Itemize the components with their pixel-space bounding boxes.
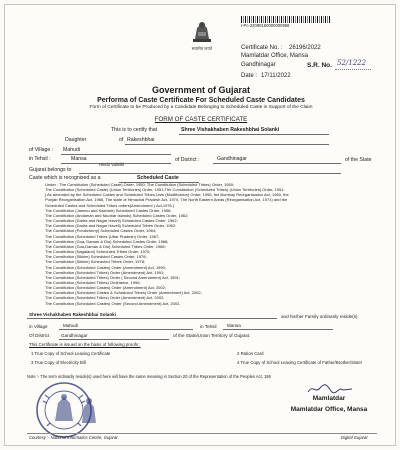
footer-courtesy: Courtesy :- National Informatics Centre, Gujarat xyxy=(29,435,118,440)
law-line: The Constitution (Sikkim) Scheduled Tribes Order, 1978; xyxy=(45,259,146,265)
footer-divider xyxy=(27,433,377,434)
law-line: The Constitution (Scheduled Castes) Order (Amendment) Act, 1990; xyxy=(45,264,166,270)
law-line: The Constitution (Scheduled Caste) (Union Territories) Order, 1951;The Constitution (Scheduled Tribes) (Union Territories) Order, 1951; xyxy=(45,187,285,193)
daughter-label: Daughter xyxy=(65,137,87,143)
law-line: The Constitution (Scheduled Tribes) Order ( Second Amendment) Act, 1991; xyxy=(45,274,180,280)
parent-name: Rakeshbhai xyxy=(127,137,155,143)
barcode-text: I-Pc-22090160000000996 xyxy=(241,23,290,28)
law-line: The Constitution (Andaman and Nicobar Islands) Scheduled Castes Order, 1962; xyxy=(45,212,189,218)
barcode xyxy=(241,16,331,23)
proof-item: 4 True Copy of School Leaving Certificate of Father/Brother/Sister xyxy=(237,360,363,365)
law-line: The Constitution (Goa,Daman & Diu) Scheduled Tribes Order, 1968; xyxy=(45,243,166,249)
community-value: Hindu Valmiki xyxy=(99,162,125,167)
village2-value: Mahudi xyxy=(63,323,79,328)
proof-item: 1 True Copy of School Leaving Certificate xyxy=(31,351,111,356)
of-district2-label: Of District xyxy=(29,333,50,338)
certificate-no-label: Certificate No. : xyxy=(241,45,283,51)
proof-item: 2 Ration Card xyxy=(237,351,264,356)
law-line: Scheduled Castes and Scheduled Tribes orders(Amendment ) Act,1976 ] xyxy=(45,202,174,208)
sr-no-label: S.R. No. xyxy=(307,62,332,69)
tehsil-label: in Tehsil : xyxy=(29,156,51,162)
form-title: FORM OF CASTE CERTIFICATE xyxy=(154,116,248,123)
date-label: Date : xyxy=(241,73,258,79)
village2-label: in Village xyxy=(29,324,48,329)
district2-value: Gandhinagar xyxy=(61,333,88,338)
law-line: The Constitution (Scheduled Castes) Order (Amendment) Act, 2002; xyxy=(45,285,166,291)
holder-line xyxy=(179,134,329,135)
emblem-icon xyxy=(77,395,101,425)
law-line: The Constitution (Goa, Daman & Diu) Scheduled Castes Order, 1968; xyxy=(45,238,169,244)
subtitle: Form of Certificate to be Produced by a Candidate Belonging to Scheduled Caste in Support of the Claim xyxy=(89,105,313,110)
caste-recognised-label: Caste which is recognised as a xyxy=(29,175,101,181)
tehsil2-line xyxy=(223,329,333,330)
community-line xyxy=(79,173,341,174)
proof-item: 3 True Copy of Electricity Bill xyxy=(31,360,86,365)
office-line: Mamlatdar Office, Mansa xyxy=(241,53,308,59)
community-label: Gujarat belongs to xyxy=(29,167,72,173)
signatory-title: Mamlatdar xyxy=(312,395,346,402)
family-line xyxy=(27,318,277,319)
district-label: of District : xyxy=(175,157,200,163)
signature-icon xyxy=(305,382,355,396)
holder-name: Shree Vishakhaben Rakeshbhai Solanki xyxy=(181,127,280,133)
law-line: The Constitution (Scheduled Tribes) Ordinance, 1996; xyxy=(45,279,141,285)
district-value: Gandhinagar xyxy=(217,156,247,162)
main-title: Performa of Caste Certificate For Scheduled Caste Candidates xyxy=(97,97,305,104)
caste-category: Scheduled Caste xyxy=(137,175,179,181)
law-line: The Constitution (Sikkim) Scheduled Castes Order, 1978; xyxy=(45,254,147,260)
constitution-orders-list xyxy=(45,182,365,306)
district2-line xyxy=(59,339,169,340)
stamp-overlap xyxy=(77,395,101,425)
tehsil2-label: in Tehsil xyxy=(200,324,217,329)
law-line: Under : The Constitution (Scheduled Caste) Order, 1950; The Constitution (Scheduled Tribes) Order, 1950; xyxy=(45,182,235,187)
state-label: of the State xyxy=(345,157,372,163)
law-line: Punjab Reorganisation Act, 1966, The state of Himachal Pradesh Act, 1970, The North Eastern Areas (Reorganisation Act, 1971) and the xyxy=(45,197,288,203)
sr-no-handwritten: 52/1222 xyxy=(337,59,367,67)
district-line xyxy=(213,163,341,164)
law-line: The Constitution (Nagaland) Scheduled Tribes Order, 1970; xyxy=(45,249,151,255)
certificate-page xyxy=(4,4,396,446)
tehsil2-value: Mansa xyxy=(227,323,241,328)
law-line: [ As amended by the Scheduled Castes and Scheduled Tribes Lists (Modification) Order, 1956, the Bombay Reorganisation Act, 1960, the xyxy=(45,192,289,198)
district-top: Gandhinagar xyxy=(241,62,276,68)
certificate-no: 26196/2022 xyxy=(289,45,321,51)
law-line: The Constitution (Scheduled Tribes) Order (Amendment) Act, 2002; xyxy=(45,295,165,301)
date-value: 17/11/2022 xyxy=(261,73,291,79)
issued-basis: This Certificate is issued on the basis of following proofs : xyxy=(29,342,141,347)
ut-label: of the State/Union Territory of Gujarat. xyxy=(173,333,251,338)
law-line: The Constitution (Dadra and Nagar Haveli) Scheduled Castes Order, 1962; xyxy=(45,218,178,224)
emblem-caption: सत्यमेव जयते xyxy=(191,46,213,51)
law-line: The Constitution (Scheduled Castes) Order (Second Amendment) Act, 2002. xyxy=(45,300,181,306)
law-line: The Constitution (Jammu and Kashmir) Scheduled Castes Order, 1956; xyxy=(45,207,172,213)
parent-line xyxy=(125,144,329,145)
signatory-office: Mamlatdar Office, Mansa xyxy=(290,406,368,413)
law-line: The Constitution (Scheduled Tribes (Uttar Pradesh) Order, 1967; xyxy=(45,233,160,239)
of-label: of xyxy=(119,137,124,143)
family-name: Shree Vishakhaben Rakeshbhai Solanki xyxy=(29,312,116,317)
village-label: of Village : xyxy=(29,147,54,153)
certify-text: This is to certify that xyxy=(111,127,158,133)
law-line: The Constitution (Scheduled Tribes) Order (Amendment) Act, 1991; xyxy=(45,269,165,275)
tehsil-value: Mansa xyxy=(71,156,87,162)
law-line: The Constitution (Dadra and Nagar Haveli) Scheduled Tribes Order, 1962; xyxy=(45,223,177,229)
sr-no-line xyxy=(335,69,371,70)
village-value: Mahudi xyxy=(63,147,81,153)
village-line xyxy=(61,154,171,155)
note-text: Note :- The term ordinarily reside(s) used here will have the same meaning in Section 20 of the Representation of the Peoples Act, 195 xyxy=(27,374,271,379)
law-line: The Constitution (Scheduled Castes & Scheduled Tribes) Order (Amendment) Act, 2002; xyxy=(45,290,202,296)
village2-line xyxy=(59,329,193,330)
state-emblem-icon xyxy=(189,19,215,45)
law-line: The Constitution (Pondicherry) Scheduled Castes Order, 1964; xyxy=(45,228,157,234)
footer-right: Digital Gujarat xyxy=(341,435,368,440)
family-reside-label: and his/her Family ordinarily reside(s) xyxy=(281,314,358,319)
gov-title: Government of Gujarat xyxy=(151,85,250,95)
